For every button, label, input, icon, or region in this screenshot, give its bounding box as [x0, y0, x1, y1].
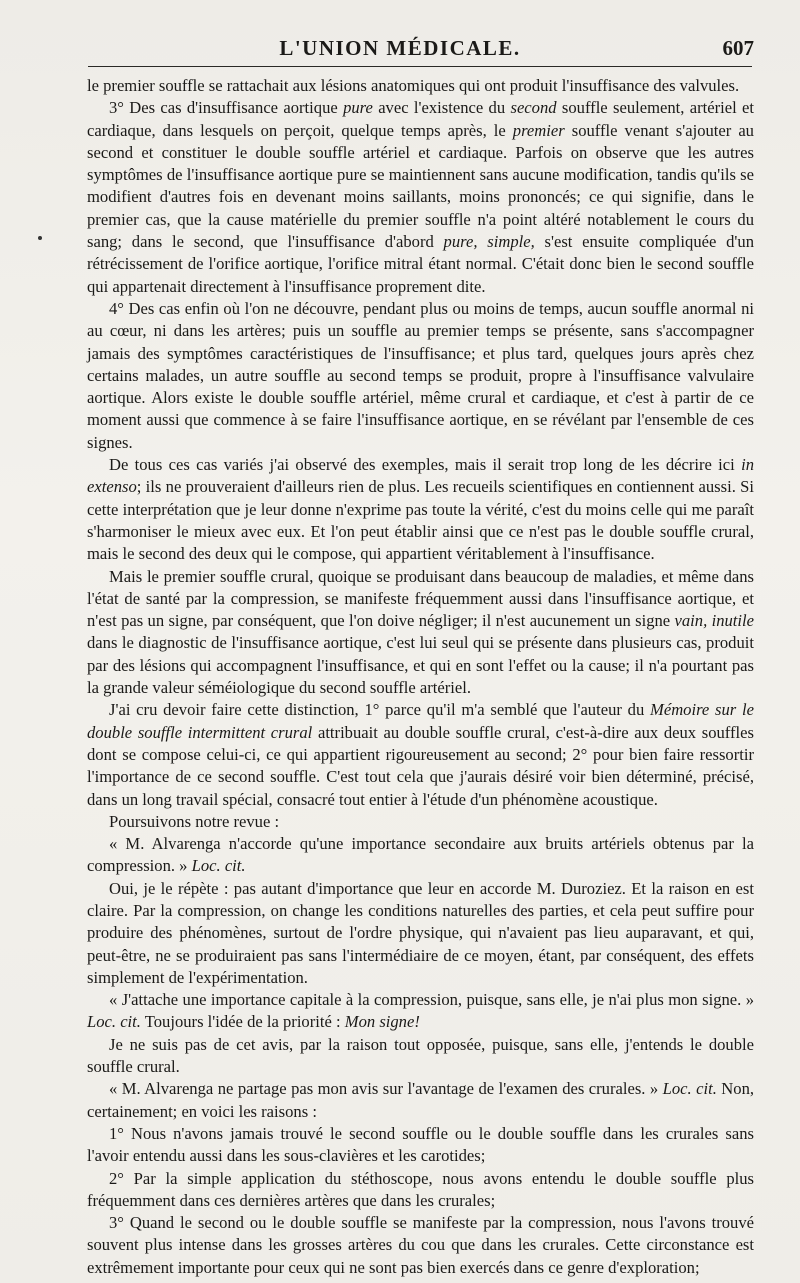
text-run: Non, certainement; en voici les raisons : — [87, 1079, 755, 1121]
text-run: attribuait au double souffle crural, c'est-à-dire aux deux souffles dont se compose celui-ci, ce qui appartient rigoureusement au second; 2° pour bien faire ressortir l'importance de ce second souffle. C'est tout cela que j'aurais désiré voir bien déterminé, précisé, dans un long travail spécial, consacré tout entier à l'étude d'un phénomène acoustique. — [87, 722, 754, 809]
paragraph — [87, 1034, 754, 1079]
text-run: 3° Des cas d'insuffisance aortique — [109, 98, 344, 118]
paragraph — [87, 1212, 754, 1279]
italic-text: Mémoire sur le double souffle intermittent crural — [87, 700, 754, 742]
paragraph — [87, 566, 754, 700]
text-run: 4° Des cas enfin où l'on ne découvre, pendant plus ou moins de temps, aucun souffle anormal ni au cœur, ni dans les artères; puis un souffle au premier temps se présente, sans s'accompagner jamais des symptômes caractéristiques de l'insuffisance; et plus tard, quelques jours après chez certains malades, un autre souffle au second temps se produit, propre à l'insuffisance valvulaire aortique. Alors existe le double souffle artériel, même crural et cardiaque, et c'est à partir de ce moment aussi que commence à se faire l'insuffisance aortique, en se révélant par l'ensemble de ces signes. — [87, 298, 754, 452]
running-header — [0, 36, 800, 76]
italic-text: Mon signe! — [344, 1012, 420, 1032]
italic-text: premier — [512, 120, 565, 140]
text-run: Poursuivons notre revue : — [109, 811, 280, 831]
italic-text: pure, simple, — [443, 232, 535, 252]
paragraph — [87, 878, 754, 989]
italic-text: Loc. cit. — [662, 1079, 717, 1099]
paragraph — [87, 1123, 754, 1168]
paragraph — [87, 97, 754, 298]
text-run: 1° Nous n'avons jamais trouvé le second souffle ou le double souffle dans les crurales sans l'avoir entendu aussi dans les sous-clavières et les carotides; — [87, 1123, 754, 1166]
text-run: ; ils ne prouveraient d'ailleurs rien de plus. Les recueils scientifiques en contiennent aussi. Si cette interprétation que je leur donne n'exprime pas toute la vérité, c'est du moins celle qui me paraît s'harmoniser le mieux avec eux. Et l'on peut établir ainsi que ce n'est pas le double souffle crural, mais le second des deux qui le compose, qui appartient véritablement à l'insuffisance. — [87, 477, 754, 564]
text-run: avec l'existence du — [372, 98, 511, 118]
italic-text: in extenso — [87, 455, 754, 497]
journal-title: L'UNION MÉDICALE. — [279, 36, 521, 60]
italic-text: Loc. cit. — [191, 856, 246, 876]
paragraph — [87, 75, 754, 97]
margin-speck — [38, 236, 42, 240]
text-run: Mais le premier souffle crural, quoique se produisant dans beaucoup de maladies, et même dans l'état de santé par la compression, se manifeste fréquemment aussi dans l'insuffisance aortique, et n'est pas un signe, par conséquent, que l'on doive négliger; il n'est aucunement un signe — [87, 566, 754, 631]
page-number: 607 — [722, 36, 754, 60]
paragraph — [87, 699, 754, 810]
paragraph — [87, 1078, 754, 1123]
text-run: Je ne suis pas de cet avis, par la raison tout opposée, puisque, sans elle, j'entends le double souffle crural. — [87, 1034, 754, 1077]
text-run: Oui, je le répète : pas autant d'importance que leur en accorde M. Duroziez. Et la raison en est claire. Par la compression, on change les conditions naturelles des parties, et cela peut suffire pour produire des phénomènes, surtout de l'ordre physique, qui n'avaient pas lieu auparavant, et qui, peut-être, ne se produiraient pas sans l'intermédiaire de ce moyen, étant, par conséquent, des effets simplement de l'expérimentation. — [87, 878, 754, 987]
article-body — [87, 75, 754, 1279]
paragraph — [87, 454, 754, 565]
text-run: s'est ensuite compliquée d'un rétrécissement de l'orifice aortique, l'orifice mitral étant normal. C'était donc bien le second souffle qui appartenait directement à l'insuffisance proprement dite. — [87, 232, 755, 296]
italic-text: vain, inutile — [674, 611, 754, 631]
paragraph — [87, 1168, 754, 1213]
italic-text: second — [510, 98, 557, 118]
text-run: 2° Par la simple application du stéthoscope, nous avons entendu le double souffle plus fréquemment dans ces dernières artères que dans les crurales; — [87, 1168, 754, 1210]
paragraph — [87, 833, 754, 878]
paragraph — [87, 298, 754, 454]
text-run: souffle seulement, artériel et cardiaque, dans lesquels on perçoit, quelque temps après, le — [87, 98, 755, 140]
text-run: « J'attache une importance capitale à la compression, puisque, sans elle, je n'ai plus mon signe. » — [109, 990, 754, 1010]
italic-text: Loc. cit. — [87, 1012, 141, 1032]
text-run: souffle venant s'ajouter au second et constituer le double souffle artériel et cardiaque. Parfois on observe que les autres symptômes de l'insuffisance aortique pure se maintiennent sans aucune modification, tandis qu'ils se modifient d'autres fois en devenant moins saillants, moins prononcés; ce qui signifie, dans le premier cas, que la cause matérielle du premier souffle n'a point altéré notablement le cours du sang; dans le second, que l'insuffisance d'abord — [87, 120, 754, 252]
text-run: « M. Alvarenga ne partage pas mon avis sur l'avantage de l'examen des crurales. » — [109, 1079, 663, 1099]
text-run: J'ai cru devoir faire cette distinction, 1° parce qu'il m'a semblé que l'auteur du — [109, 700, 651, 720]
text-run: « M. Alvarenga n'accorde qu'une importance secondaire aux bruits artériels obtenus par la compression. » — [87, 834, 754, 876]
text-run: dans le diagnostic de l'insuffisance aortique, c'est lui seul qui se présente dans plusieurs cas, produit par des lésions qui accompagnent l'insuffisance, et qui en sont l'effet ou la cause; il n'a pourtant pas la grande valeur séméiologique du second souffle artériel. — [87, 633, 754, 698]
paragraph — [87, 989, 754, 1034]
italic-text: pure — [343, 98, 373, 118]
header-rule — [88, 66, 752, 67]
text-run: De tous ces cas variés j'ai observé des exemples, mais il serait trop long de les décrire ici — [109, 455, 742, 475]
paragraph — [87, 811, 754, 833]
text-run: 3° Quand le second ou le double souffle se manifeste par la compression, nous l'avons trouvé souvent plus intense dans les grosses artères du cou que dans les crurales. Cette circonstance est extrêmement importante pour ceux qui ne sont pas bien exercés dans ce genre d'exploration; — [87, 1213, 754, 1277]
text-run: le premier souffle se rattachait aux lésions anatomiques qui ont produit l'insuffisance des valvules. — [87, 76, 740, 95]
text-run: Toujours l'idée de la priorité : — [140, 1012, 345, 1032]
